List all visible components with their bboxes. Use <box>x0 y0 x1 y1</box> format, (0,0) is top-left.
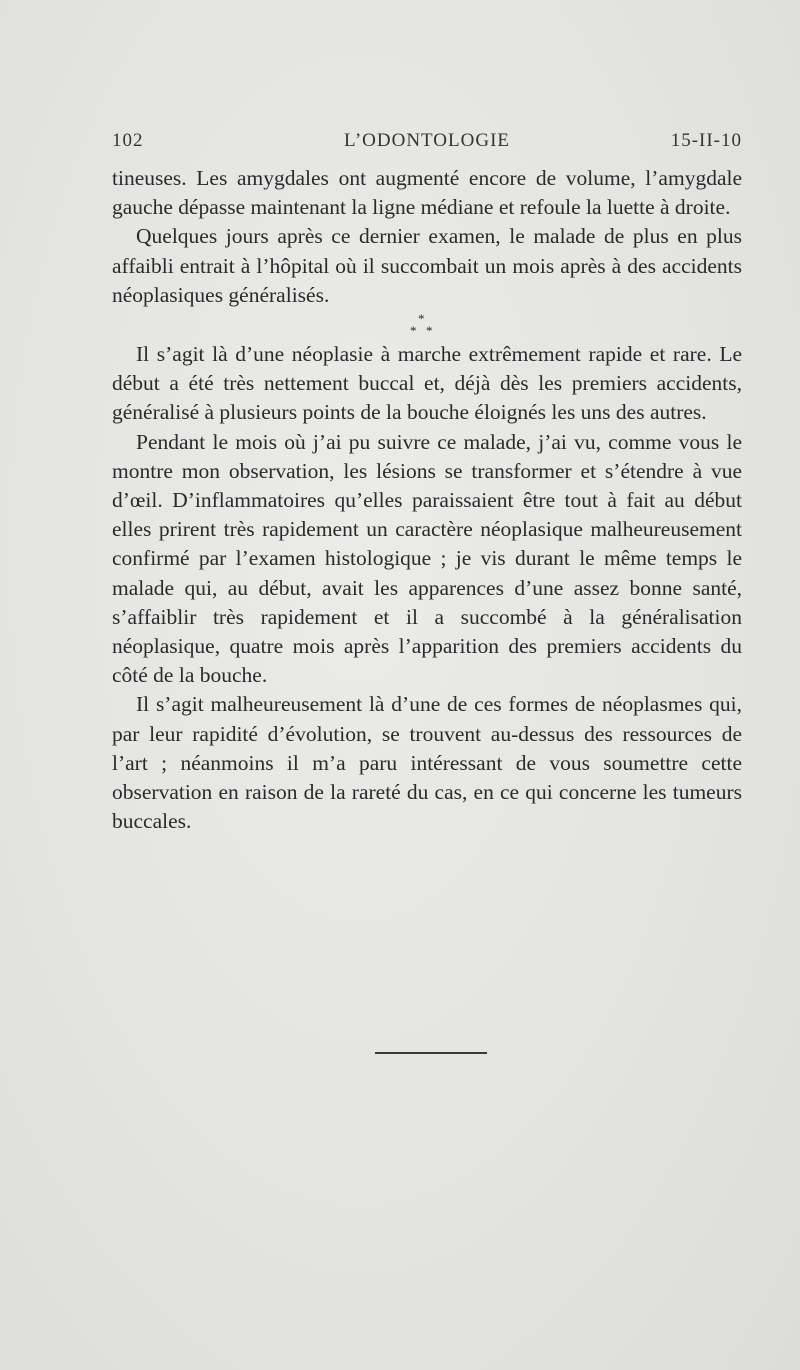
asterism-star: * <box>410 323 417 339</box>
asterism-separator <box>112 310 742 340</box>
journal-title: L’ODONTOLOGIE <box>343 130 511 151</box>
asterism-star: * <box>418 311 425 327</box>
paragraph-continued: tineuses. Les amygdales ont augmenté encore de volume, l’amygdale gauche dépasse maintenant la ligne médiane et refoule la luette à droite. <box>112 166 742 220</box>
page-number: 102 <box>112 130 144 151</box>
paragraph: Pendant le mois où j’ai pu suivre ce malade, j’ai vu, comme vous le montre mon observation, les lésions se transformer et s’étendre à vue d’œil. D’inflammatoires qu’elles paraissaient être tout à fait au début elles prirent très rapidement un caractère néoplasique malheureusement confirmé par l’examen histologique ; je vis durant le même temps le malade qui, au début, avait les apparences d’une assez bonne santé, s’affaiblir très rapidement et il a succombé à la généralisation néoplasique, quatre mois après l’apparition des premiers accidents du côté de la bouche. <box>112 429 742 688</box>
paragraph: Quelques jours après ce dernier examen, le malade de plus en plus affaibli entrait à l’hôpital où il succombait un mois après à des accidents néoplasiques généralisés. <box>112 224 742 307</box>
asterism-star: * <box>426 323 433 339</box>
issue-date: 15-II-10 <box>670 130 742 151</box>
running-head <box>112 130 742 158</box>
body-text <box>112 164 742 836</box>
end-rule <box>375 1052 487 1054</box>
paragraph: Il s’agit malheureusement là d’une de ces formes de néoplasmes qui, par leur rapidité d’évolution, se trouvent au-dessus des ressources de l’art ; néanmoins il m’a paru intéressant de vous soumettre cette observation en raison de la rareté du cas, en ce qui concerne les tumeurs buccales. <box>112 692 742 834</box>
paragraph: Il s’agit là d’une néoplasie à marche extrêmement rapide et rare. Le début a été très nettement buccal et, déjà dès les premiers accidents, généralisé à plusieurs points de la bouche éloignés les uns des autres. <box>112 342 742 425</box>
